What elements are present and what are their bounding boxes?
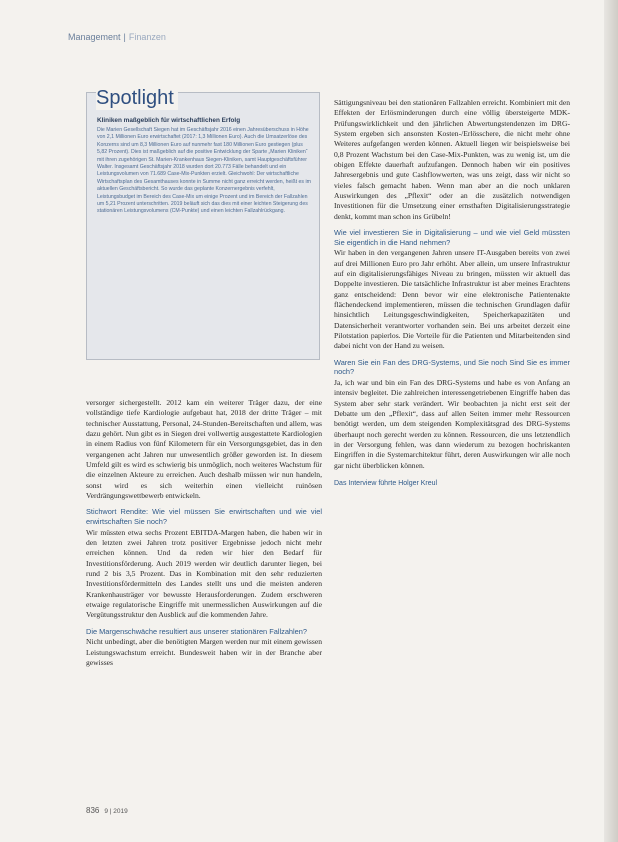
subsection-label: Finanzen: [128, 32, 166, 42]
interview-answer: Wir haben in den vergangenen Jahren unsere IT-Ausgaben bereits von zwei auf drei Millionen Euro pro Jahr erhöht. Aber allein, um unsere Infrastruktur auf ein digitalisierungsfähiges Niveau zu bringen, müssten wir aktuell das Doppelte investieren. Die tatsächliche Infrastruktur ist aber meines Erachtens ganz entscheidend: Denn bevor wir eine elektronische Patientenakte flächendeckend implementieren, müssen die technischen Grundlagen dafür hinsichtlich Leitungsgeschwindigkeiten, Speicherkapazitäten und Datensicherheit verantworter vorhanden sein. Bei uns arbeitet derzeit eine Pilotstation papierlos. Die Vorteile für die Patienten und Mitarbeitenden sind dabei nicht von der Hand zu weisen.: [334, 248, 570, 351]
interview-question: Waren Sie ein Fan des DRG-Systems, und Sie noch Sind Sie es immer noch?: [334, 357, 570, 377]
interview-answer: Wir müssten etwa sechs Prozent EBITDA-Margen haben, die haben wir in den letzten zwei Jahren trotz positiver Ergebnisse jedoch nicht mehr erreichen können. Und da reden wir hier den Bedarf für Investitionsförderung. Auch 2019 werden wir deutlich darunter liegen, bei rund 2 bis 3,5 Prozent. Das in Kombination mit den sehr reduzierten Investitionsfördermitteln des Landes stellt uns und die meisten anderen Krankenhausträger vor bewusste Herausforderungen. Zudem erschweren etwaige regulatorische Eingriffe mit unermesslichen Auswirkungen auf die Vergütungsstruktur den Ausblick auf die kommenden Jahre.: [86, 527, 322, 620]
page-footer: [86, 806, 128, 815]
header-separator: |: [123, 32, 126, 42]
spotlight-box: [86, 92, 320, 360]
body-paragraph: versorger sichergestellt. 2012 kam ein weiterer Träger dazu, der eine vollständige tiefe Kardiologie aufgebaut hat, 2018 der dritte Träger – mit technischer Ausstattung, Personal, 24-Stunden-Bereitschaften und allem, was dazu gehört. Nun gibt es in Siegen drei vollwertig ausgestattete Kardiologien in einem Radius von fünf Kilometern für ein Versorgungsgebiet, das in den vergangenen acht Jahren nur unwesentlich größer geworden ist. In diesem Umfeld gilt es wird es schwierig bis unmöglich, noch weiteres Wachstum für die einzelnen Akteure zu erreichen. Auch deshalb müssen wir nun handeln, sonst wird es sich weiterhin einen vielleicht ruinösen Verdrängungswettbewerb entwickeln.: [86, 398, 322, 501]
interview-answer: Nicht unbedingt, aber die benötigten Margen werden nur mit einem gewissen Leistungswachstum erreicht. Bundesweit haben wir in der Branche aber gewisses: [86, 637, 322, 667]
article-column-left: [86, 398, 322, 672]
spotlight-text: Die Marien Gesellschaft Siegen hat im Geschäftsjahr 2016 einen Jahresüberschuss in Höhe von 2,1 Millionen Euro erwirtschaftet (2017: 1,3 Millionen Euro). Auch die Umsatzerlöse des Konzerns sind um 8,3 Millionen Euro auf nunmehr fast 180 Millionen Euro gestiegen (plus 5,82 Prozent). Dies ist maßgeblich auf die positive Entwicklung der Sparte „Marien Kliniken“ mit ihren zugehörigen St. Marien-Krankenhaus Siegen-Kliniken, samt Hauptgeschäftsführer Walter. Insgesamt Geschäftsjahr 2018 wurden dort 20.773 Fälle behandelt und ein Leistungsvolumen von 71.689 Case-Mix-Punkten erzielt. Gleichwohl: Der wirtschaftliche Wirtschaftsplan des Gesamthauses konnte in Summe nicht ganz erreicht werden, heißt es im aktuellen Geschäftsbericht. So wurde das geplante Konzernergebnis verfehlt, Leistungsbudget im Bereich des Case-Mix um einige Prozent und im Bereich der Fallzahlen um 5,21 Prozent unterschritten. 2019 beläuft sich das dies mit einer leichten Steigerung des stationären Leistungsvolumens (CM-Punkte) und einen leichten Fallzahlrückgang.: [97, 127, 311, 215]
interview-question: Wie viel investieren Sie in Digitalisierung – und wie viel Geld müssten Sie eigentlich in die Hand nehmen?: [334, 228, 570, 247]
interviewer-credit: Das Interview führte Holger Kreul: [334, 480, 438, 488]
page-header: [68, 32, 166, 42]
section-label: Management: [68, 32, 121, 42]
spotlight-heading: Kliniken maßgeblich für wirtschaftlichen Erfolg: [97, 117, 241, 124]
interview-question: Stichwort Rendite: Wie viel müssen Sie erwirtschaften und wie viel erwirtschaften Sie noch?: [86, 507, 322, 527]
article-column-right: [334, 98, 570, 493]
issue-label: 9 | 2019: [104, 808, 128, 815]
interview-answer: Ja, ich war und bin ein Fan des DRG-Systems und habe es von Anfang an intensiv begleitet. Die zahlreichen interessengetriebenen Eingriffe haben das System aber sehr stark verändert. Wir beobachten ja nicht erst seit der Debatte um den „Pflexit“, dass auf allen Seiten immer mehr Ressourcen benötigt werden, um dem steigenden Komplexitätsgrad des DRG-Systems überhaupt noch gerecht werden zu können. Ressourcen, die uns letztendlich in der Versorgung fehlen, was dann wiederum zu bezogen hochriskanten Eingriffen in die Systemarchitektur führt, deren Auswirkungen wir alle noch gar nicht überblicken können.: [334, 377, 570, 470]
body-paragraph: Sättigungsniveau bei den stationären Fallzahlen erreicht. Kombiniert mit den Effekten der Erlösminderungen durch eine völlig übersteigerte MDK-Prüfungswirklichkeit und den jährlichen Abwertungstendenzen im DRG-System ergeben sich ansonsten Kosten-/Erlösschere, die nicht mehr ohne Weiteres aufgefangen werden können. Aktuell liegen wir beispielsweise bei 0,8 Prozent Wachstum bei den Case-Mix-Punkten, was zu wenig ist, um die obigen Effekte dauerhaft aufzufangen. Dennoch haben wir ein positives Jahresergebnis und gute Cashflowwerten, was uns zeigt, dass wir nicht so vieles falsch gemacht haben. Wenn man aber an die noch unklaren Auswirkungen des „Pflexit“ oder an die zusätzlich notwendigen Investitionen für die Umsetzung einer ernsthaften Digitalisierungsstrategie denkt, kommt man schon ins Grübeln!: [334, 98, 570, 221]
interview-question: Die Margenschwäche resultiert aus unserer stationären Fallzahlen?: [86, 626, 308, 636]
spotlight-title: Spotlight: [96, 86, 178, 110]
page-edge-shadow: [604, 0, 618, 842]
page-number: 836: [86, 806, 100, 815]
